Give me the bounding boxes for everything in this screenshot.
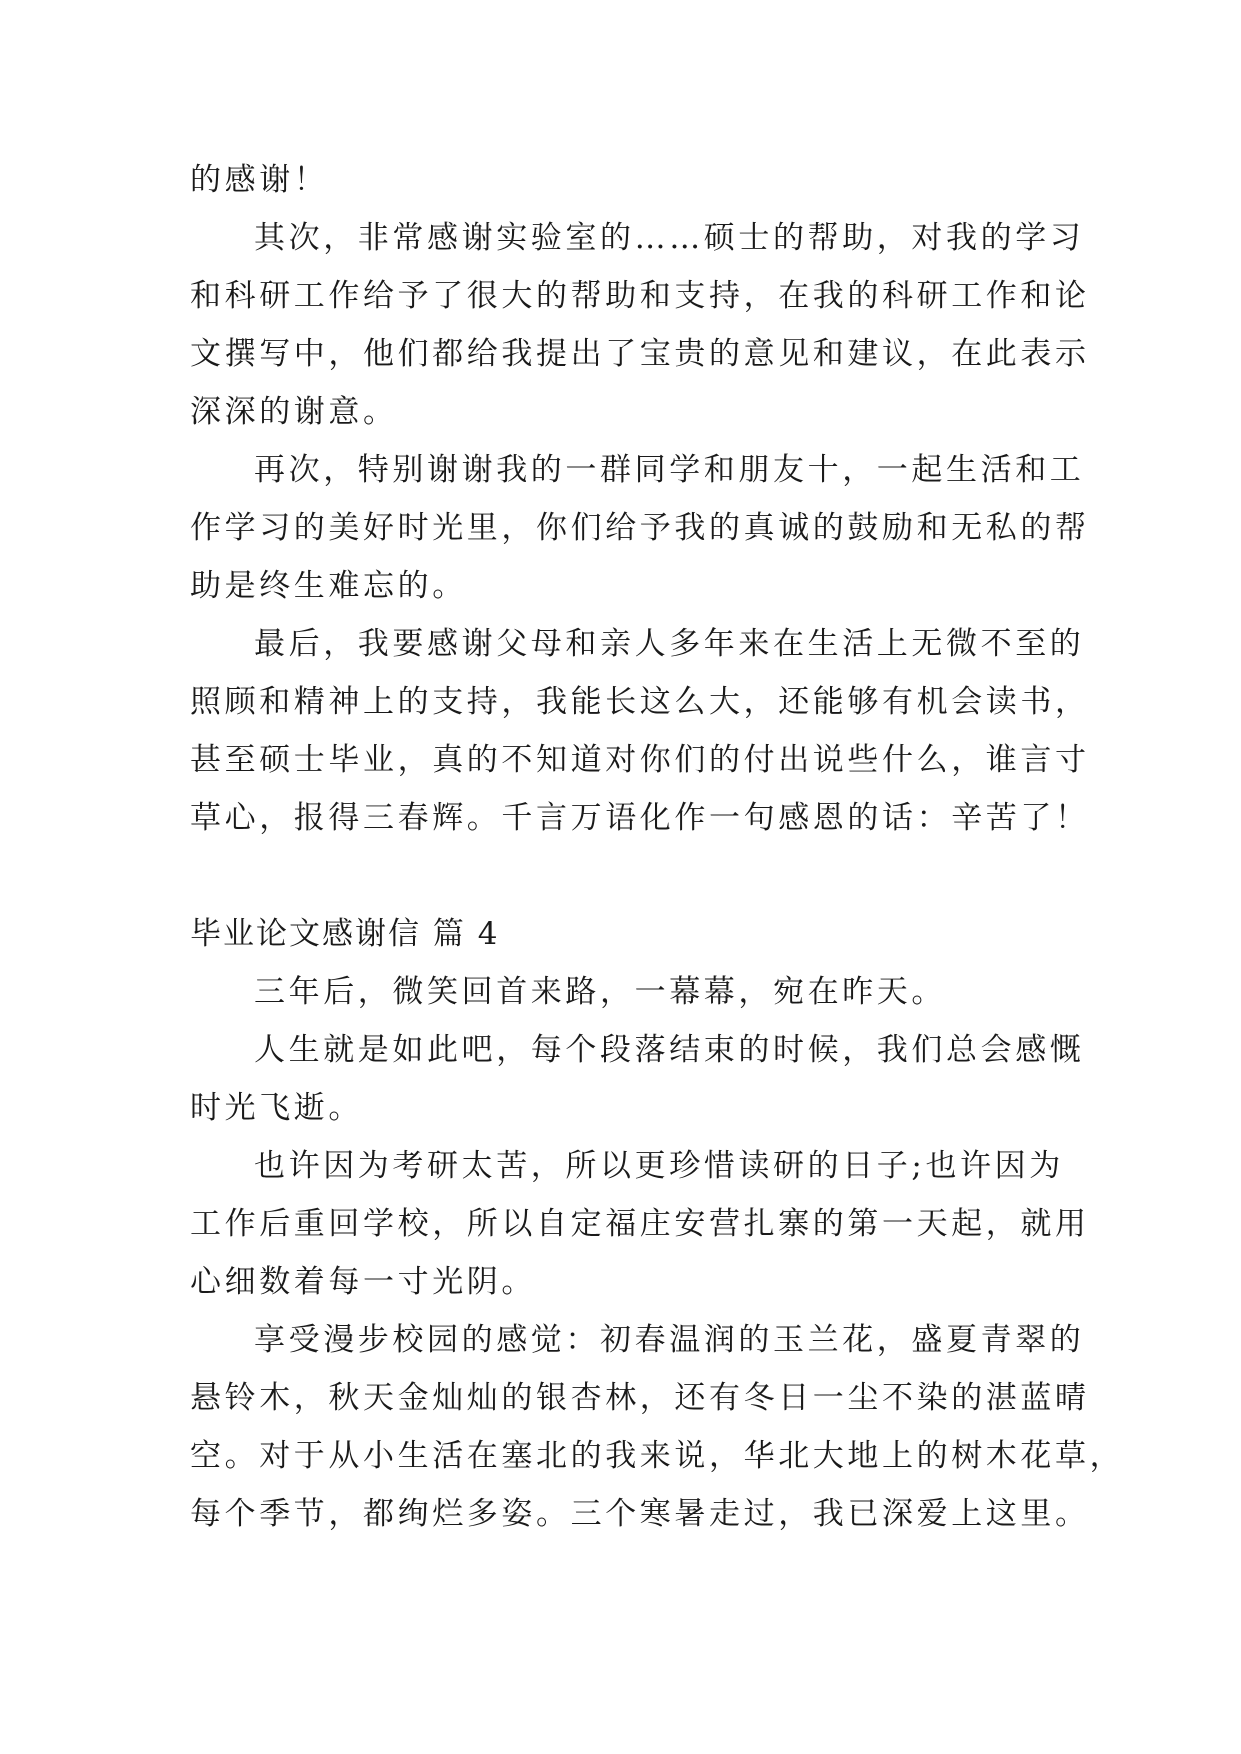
paragraph-first-line: 享受漫步校园的感觉：初春温润的玉兰花，盛夏青翠的 bbox=[254, 1322, 1085, 1358]
paragraph-first-line: 最后，我要感谢父母和亲人多年来在生活上无微不至的 bbox=[254, 626, 1085, 662]
paragraph-first-line: 三年后，微笑回首来路，一幕幕，宛在昨天。 bbox=[254, 974, 946, 1010]
section-heading: 毕业论文感谢信 篇 4 bbox=[190, 916, 500, 952]
text-line: 工作后重回学校，所以自定福庄安营扎寨的第一天起，就用 bbox=[190, 1206, 1090, 1242]
text-line: 每个季节，都绚烂多姿。三个寒暑走过，我已深爱上这里。 bbox=[190, 1496, 1090, 1532]
text-line: 甚至硕士毕业，真的不知道对你们的付出说些什么，谁言寸 bbox=[190, 742, 1090, 778]
text-line: 助是终生难忘的。 bbox=[190, 568, 467, 604]
text-line: 作学习的美好时光里，你们给予我的真诚的鼓励和无私的帮 bbox=[190, 510, 1090, 546]
text-line: 和科研工作给予了很大的帮助和支持，在我的科研工作和论 bbox=[190, 278, 1090, 314]
paragraph-first-line: 也许因为考研太苦，所以更珍惜读研的日子;也许因为 bbox=[254, 1148, 1064, 1184]
text-line: 的感谢！ bbox=[190, 162, 329, 198]
text-line: 心细数着每一寸光阴。 bbox=[190, 1264, 536, 1300]
text-line: 照顾和精神上的支持，我能长这么大，还能够有机会读书， bbox=[190, 684, 1090, 720]
paragraph-first-line: 再次，特别谢谢我的一群同学和朋友十，一起生活和工 bbox=[254, 452, 1085, 488]
text-line: 时光飞逝。 bbox=[190, 1090, 363, 1126]
text-line: 文撰写中，他们都给我提出了宝贵的意见和建议，在此表示 bbox=[190, 336, 1090, 372]
text-line: 草心，报得三春辉。千言万语化作一句感恩的话：辛苦了！ bbox=[190, 800, 1090, 836]
text-line: 悬铃木，秋天金灿灿的银杏林，还有冬日一尘不染的湛蓝晴 bbox=[190, 1380, 1090, 1416]
text-line: 深深的谢意。 bbox=[190, 394, 398, 430]
paragraph-first-line: 人生就是如此吧，每个段落结束的时候，我们总会感慨 bbox=[254, 1032, 1085, 1068]
paragraph-first-line: 其次，非常感谢实验室的……硕士的帮助，对我的学习 bbox=[254, 220, 1085, 256]
text-line: 空。对于从小生活在塞北的我来说，华北大地上的树木花草， bbox=[190, 1438, 1125, 1474]
